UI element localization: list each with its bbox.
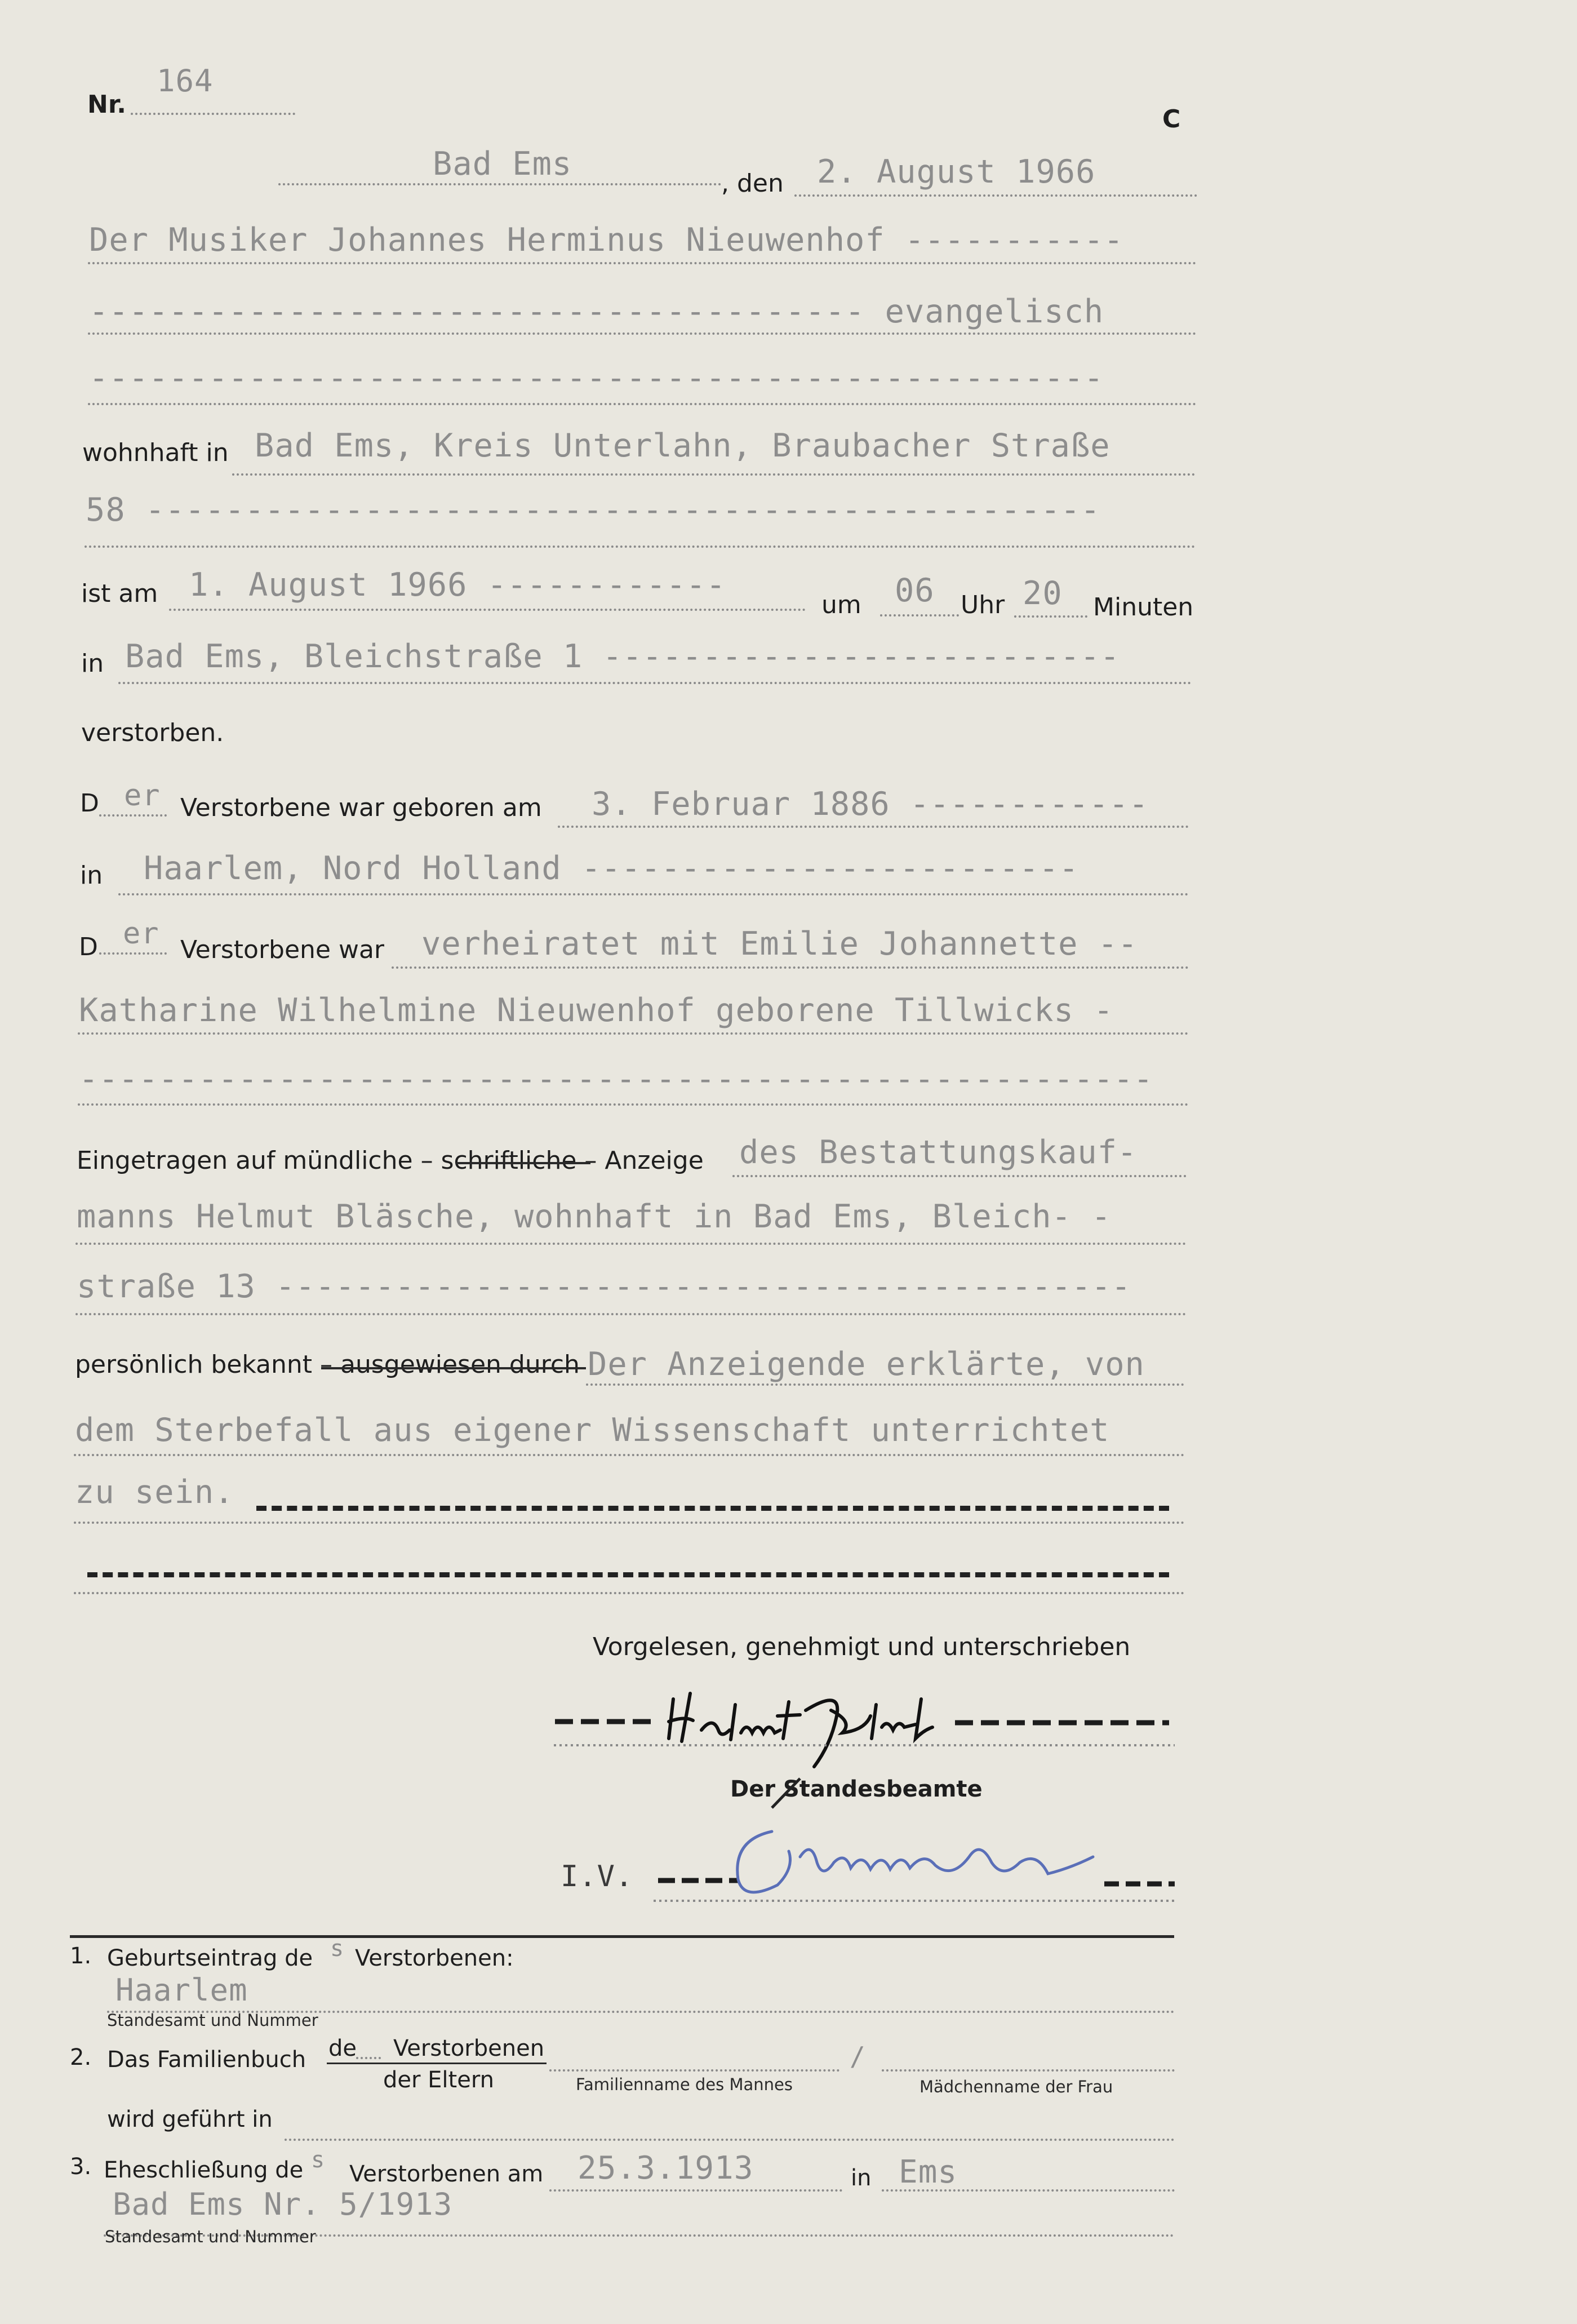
person-dotted-1 — [88, 262, 1197, 264]
item1-label: Geburtseintrag de — [107, 1945, 313, 1971]
item3-place-dotted — [882, 2189, 1175, 2192]
birth-in-label: in — [80, 861, 103, 890]
identification-line-2: dem Sterbefall aus eigener Wissenschaft unterrichtet — [75, 1412, 1110, 1449]
marriage-dotted-2 — [78, 1032, 1189, 1035]
closing-dash-bar-1 — [256, 1506, 1169, 1511]
item2-de-dotted — [356, 2057, 381, 2059]
item2-number: 2. — [70, 2044, 92, 2070]
footer-separator — [70, 1935, 1174, 1938]
identification-dotted-2 — [74, 1454, 1185, 1456]
item3-date-dotted — [549, 2189, 842, 2192]
registration-dotted-2 — [75, 1243, 1187, 1245]
registration-line-1: des Bestattungskauf- — [739, 1134, 1138, 1171]
item1-label-2: Verstorbenen: — [355, 1945, 514, 1971]
birth-d-label: D — [80, 789, 99, 818]
item3-date: 25.3.1913 — [578, 2150, 754, 2186]
birth-date-dotted — [558, 826, 1189, 828]
birth-place: Haarlem, Nord Holland ------------------------- — [144, 850, 1079, 887]
minutes-dotted — [1014, 615, 1087, 618]
informant-signature — [549, 1677, 1180, 1784]
eingetragen-label: Eingetragen auf mündliche – schriftliche – Anzeige — [77, 1146, 704, 1175]
marriage-suffix: er — [123, 917, 159, 951]
header-place: Bad Ems — [433, 145, 572, 183]
marriage-d-label: D — [79, 933, 98, 961]
death-date: 1. August 1966 ------------ — [189, 566, 726, 604]
residence-line-2: 58 ------------------------------------------------ — [86, 491, 1101, 529]
geboren-label: Verstorbene war geboren am — [180, 793, 542, 822]
schriftliche-strikethrough — [456, 1162, 590, 1164]
item2-gefuehrt-dotted — [285, 2139, 1175, 2141]
item1-number: 1. — [70, 1943, 92, 1969]
residence-dotted-2 — [85, 545, 1196, 548]
item2-gefuehrt: wird geführt in — [107, 2106, 273, 2132]
hour-dotted — [880, 614, 959, 617]
wohnhaft-label: wohnhaft in — [82, 438, 229, 467]
closing-dash-bar-2 — [87, 1572, 1169, 1577]
item3-caption: Standesamt und Nummer — [105, 2227, 316, 2246]
item3-in: in — [851, 2165, 872, 2191]
item2-slash: / — [850, 2041, 866, 2072]
birth-date: 3. Februar 1886 ------------ — [592, 786, 1149, 823]
person-dotted-2 — [88, 332, 1197, 335]
registration-dotted-1 — [732, 1175, 1187, 1177]
item3-number: 3. — [70, 2154, 92, 2180]
marriage-dotted-3 — [78, 1103, 1189, 1106]
bekannt-label: persönlich bekannt – ausgewiesen durch — [75, 1350, 580, 1379]
ist-am-label: ist am — [81, 579, 158, 608]
residence-dotted-1 — [232, 473, 1196, 476]
registration-line-3: straße 13 ------------------------------------------- — [77, 1268, 1131, 1305]
birth-suffix: er — [124, 779, 161, 813]
registration-dotted-3 — [75, 1313, 1187, 1315]
item2-fraction-line — [327, 2063, 547, 2064]
place-dotted-line — [278, 183, 721, 185]
standesbeamte-label: Der Standesbeamte — [730, 1776, 983, 1802]
person-line-3: --------------------------------------------------- — [89, 360, 1104, 397]
death-minutes: 20 — [1023, 575, 1063, 612]
item2-verstorbenen: Verstorbenen — [393, 2035, 545, 2061]
birth-place-dotted — [118, 893, 1189, 895]
item2-eltern: der Eltern — [383, 2067, 494, 2093]
item2-man-dotted — [549, 2069, 839, 2072]
item3-label-2: Verstorbenen am — [349, 2161, 544, 2187]
marriage-line-3: ------------------------------------------------------ — [79, 1061, 1154, 1098]
person-dotted-3 — [88, 403, 1197, 405]
marriage-line-2: Katharine Wilhelmine Nieuwenhof geborene Tillwicks - — [79, 992, 1114, 1029]
registrar-signature — [654, 1817, 1183, 1913]
person-line-2: --------------------------------------- evangelisch — [89, 293, 1104, 330]
header-date: 2. August 1966 — [817, 153, 1096, 190]
death-place: Bad Ems, Bleichstraße 1 -------------------------- — [125, 638, 1120, 675]
verstorben-label: verstorben. — [81, 719, 224, 747]
nr-label: Nr. — [87, 90, 126, 119]
item3-suffix: s — [311, 2147, 326, 2173]
person-line-1: Der Musiker Johannes Herminus Nieuwenhof ----------- — [89, 221, 1124, 259]
item2-de: de — [328, 2035, 357, 2061]
marriage-suffix-dotted — [99, 952, 167, 955]
item1-caption: Standesamt und Nummer — [107, 2011, 318, 2030]
der-strike-mark — [766, 1774, 806, 1813]
nr-dotted-line — [131, 113, 295, 115]
item1-suffix: s — [330, 1936, 345, 1962]
uhr-label: Uhr — [961, 591, 1005, 619]
marriage-dotted-1 — [392, 966, 1189, 969]
marriage-line-1: verheiratet mit Emilie Johannette -- — [421, 925, 1138, 963]
death-in-label: in — [81, 649, 104, 678]
death-hour: 06 — [895, 572, 935, 609]
nr-value: 164 — [157, 63, 214, 99]
vorgelesen-label: Vorgelesen, genehmigt und unterschrieben — [593, 1633, 1131, 1661]
identification-dotted-3 — [74, 1522, 1185, 1524]
ausgewiesen-strikethrough — [321, 1367, 586, 1369]
registration-line-2: manns Helmut Bläsche, wohnhaft in Bad Ems, Bleich- - — [77, 1198, 1112, 1235]
item3-value: Bad Ems Nr. 5/1913 — [113, 2186, 453, 2222]
minuten-label: Minuten — [1093, 593, 1194, 622]
identification-dotted-1 — [586, 1383, 1184, 1386]
death-place-dotted — [118, 682, 1192, 684]
item2-caption-woman: Mädchenname der Frau — [919, 2077, 1113, 2096]
identification-dotted-4 — [74, 1592, 1185, 1594]
item2-caption-man: Familienname des Mannes — [576, 2075, 793, 2094]
item2-label: Das Familienbuch — [107, 2047, 306, 2073]
item3-label: Eheschließung de — [104, 2157, 304, 2183]
den-label: , den — [721, 169, 784, 198]
identification-line-1: Der Anzeigende erklärte, von — [588, 1346, 1145, 1383]
form-letter: C — [1162, 105, 1181, 134]
identification-line-3: zu sein. — [75, 1474, 234, 1511]
residence-line-1: Bad Ems, Kreis Unterlahn, Braubacher Straße — [255, 427, 1110, 464]
verstorbene-war-label: Verstorbene war — [180, 935, 385, 964]
birth-suffix-dotted — [99, 814, 167, 817]
iv-label: I.V. — [561, 1860, 634, 1893]
date-dotted-line — [794, 194, 1197, 197]
item1-value: Haarlem — [116, 1972, 248, 2008]
item2-woman-dotted — [882, 2069, 1175, 2072]
item3-place: Ems — [899, 2154, 958, 2190]
death-date-dotted — [169, 609, 806, 611]
um-label: um — [821, 591, 861, 619]
